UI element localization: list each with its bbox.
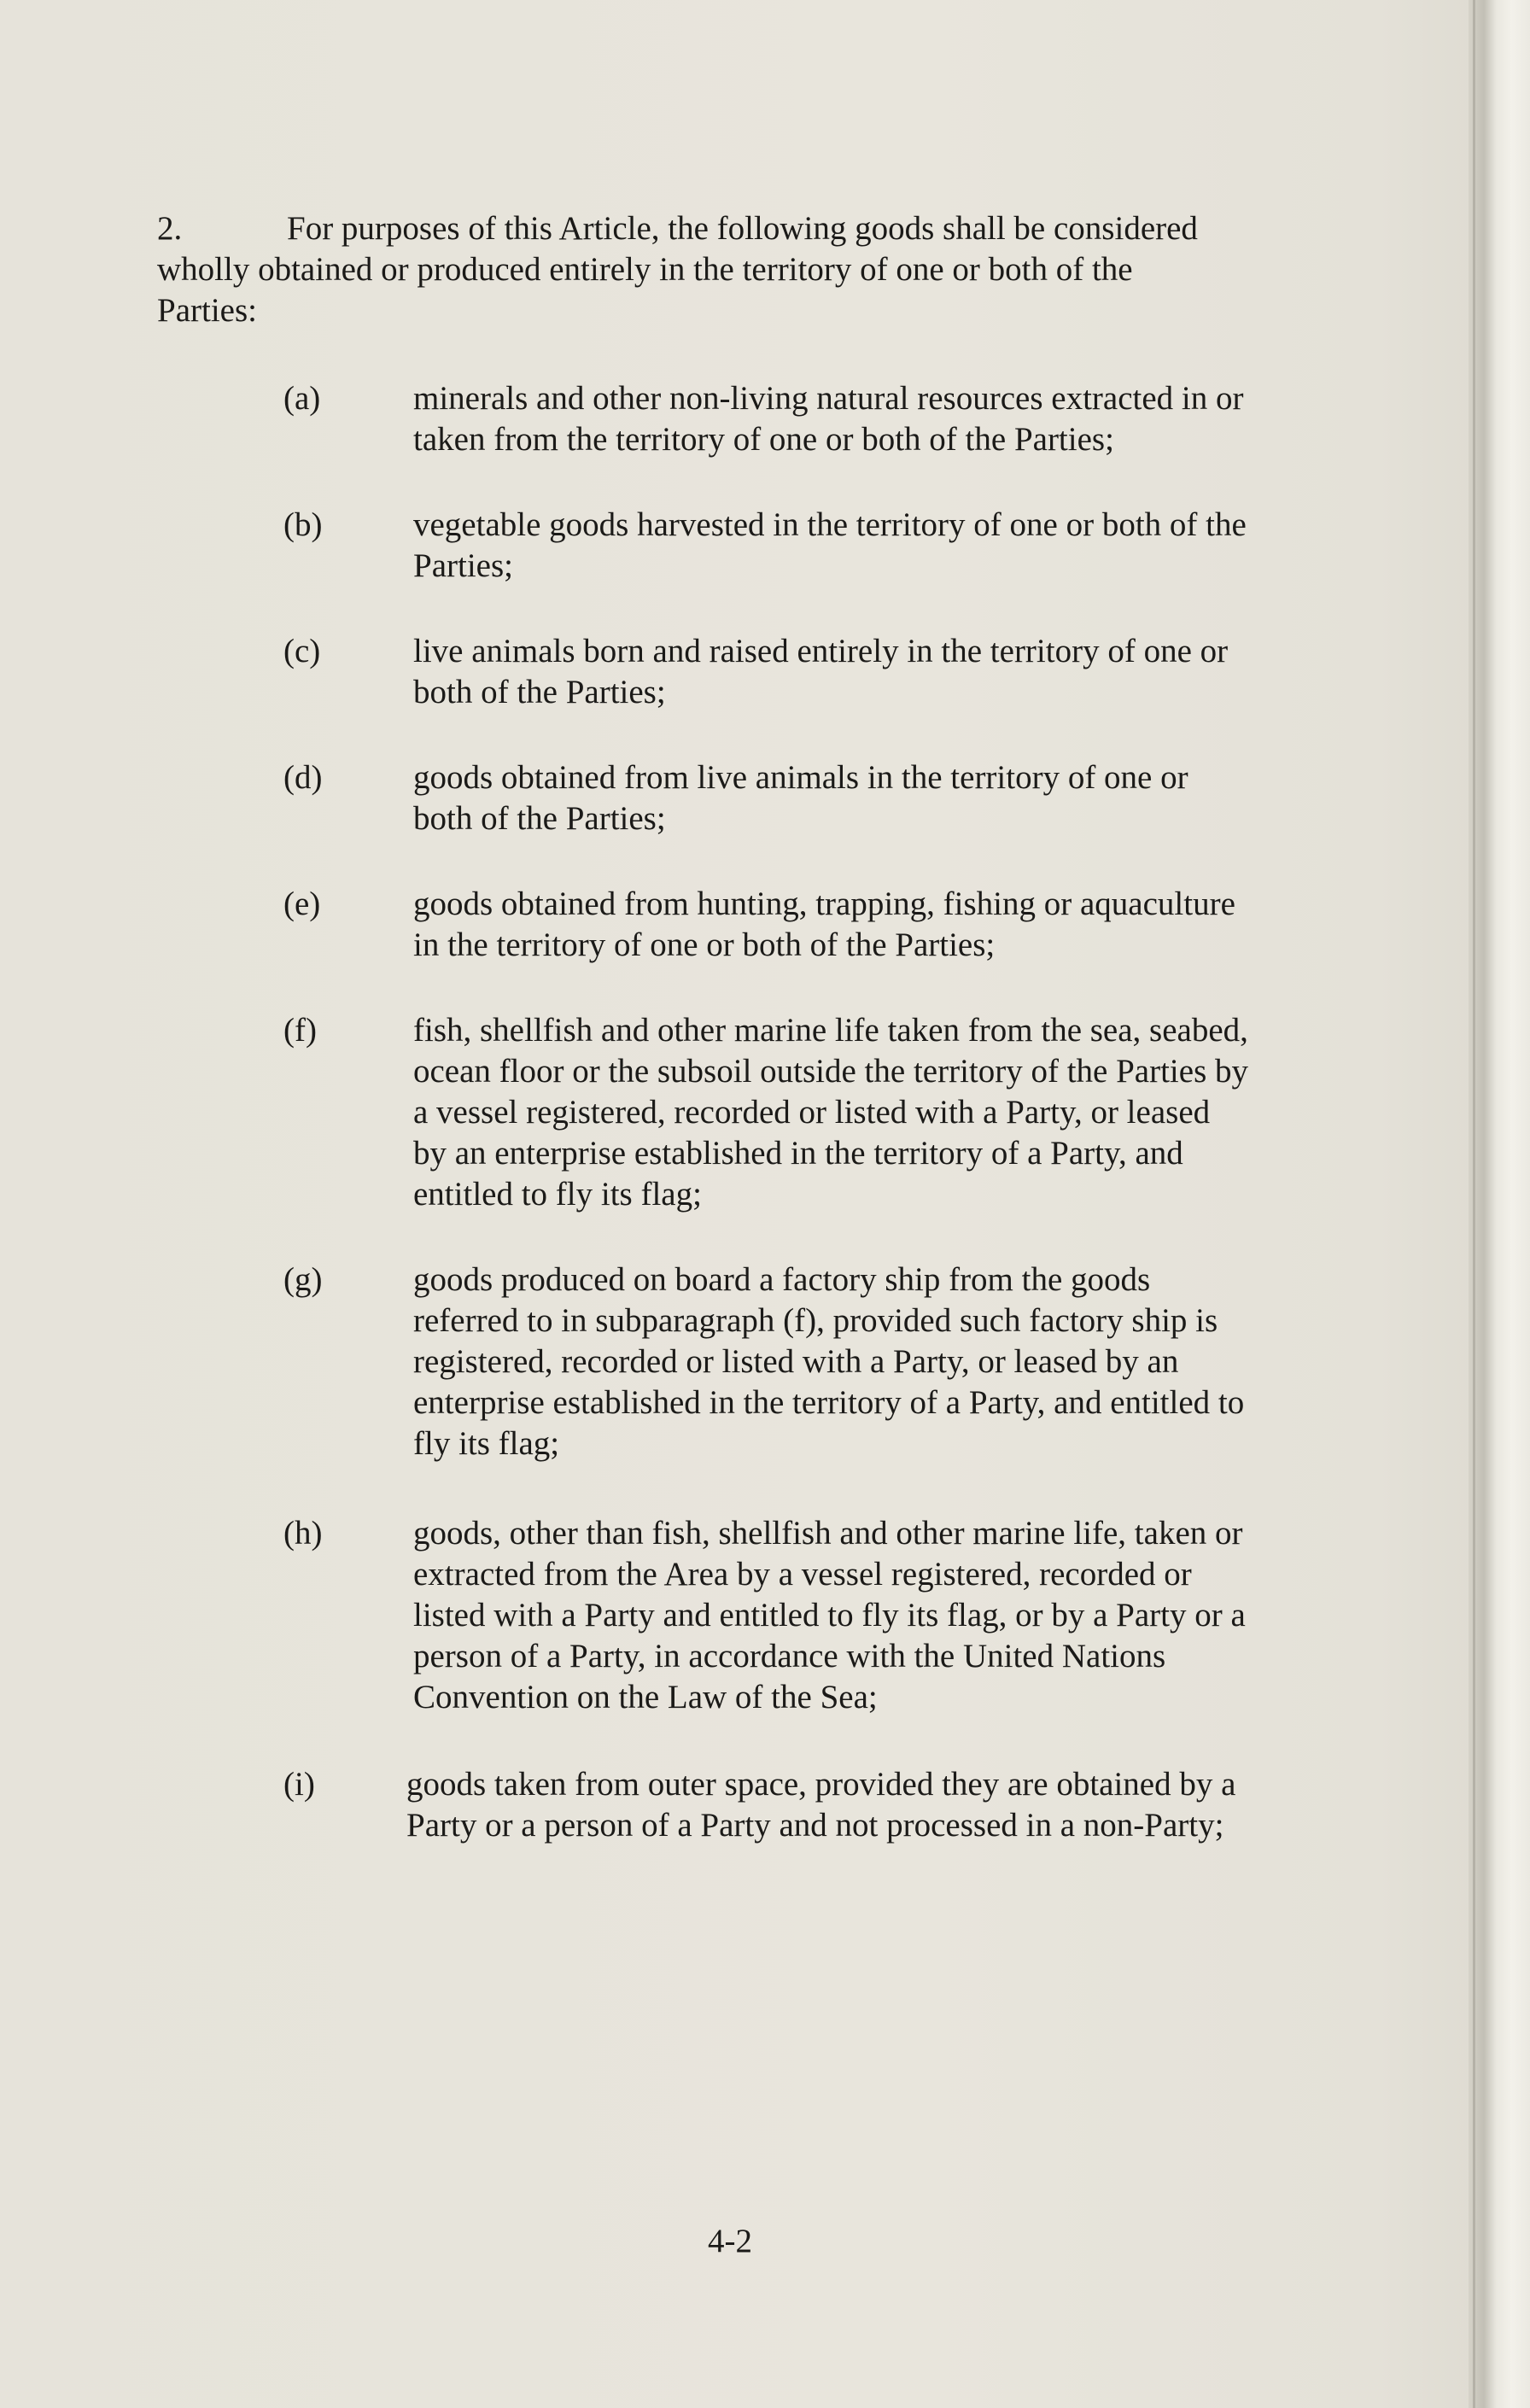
list-item-text <box>413 884 1352 966</box>
list-item-line: ocean floor or the subsoil outside the territory of the Parties by <box>413 1053 1249 1090</box>
list-item-line: both of the Parties; <box>413 800 666 837</box>
list-item-line: goods produced on board a factory ship from the goods <box>413 1261 1151 1298</box>
list-item-line: Party or a person of a Party and not processed in a non-Party; <box>406 1807 1224 1844</box>
list-item-label: (c) <box>283 633 321 669</box>
list-item-line: registered, recorded or listed with a Party, or leased by an <box>413 1343 1179 1380</box>
list-item-line: entitled to fly its flag; <box>413 1176 702 1213</box>
list-item-line: live animals born and raised entirely in the territory of one or <box>413 633 1229 669</box>
list-item-line: extracted from the Area by a vessel registered, recorded or <box>413 1556 1192 1593</box>
list-item-line: referred to in subparagraph (f), provided such factory ship is <box>413 1302 1218 1339</box>
intro-line-3: Parties: <box>157 292 257 329</box>
page-binding-line <box>1473 0 1475 2408</box>
list-item-label: (i) <box>283 1766 315 1803</box>
list-item-label: (d) <box>283 759 323 796</box>
list-item-line: fish, shellfish and other marine life taken from the sea, seabed, <box>413 1012 1248 1049</box>
list-item-line: listed with a Party and entitled to fly its flag, or by a Party or a <box>413 1597 1246 1634</box>
list-item-line: a vessel registered, recorded or listed with a Party, or leased <box>413 1094 1211 1131</box>
list-item-text <box>413 1010 1352 1215</box>
intro-paragraph <box>157 208 1318 331</box>
intro-text-first: For purposes of this Article, the following goods shall be considered <box>287 210 1198 247</box>
list-item-line: vegetable goods harvested in the territory of one or both of the <box>413 506 1247 543</box>
list-item-line: Parties; <box>413 547 513 584</box>
list-item-line: goods taken from outer space, provided they are obtained by a <box>406 1766 1236 1803</box>
list-item-line: goods obtained from hunting, trapping, fishing or aquaculture <box>413 885 1235 922</box>
list-item-line: goods obtained from live animals in the territory of one or <box>413 759 1188 796</box>
list-item-line: by an enterprise established in the territory of a Party, and <box>413 1135 1183 1172</box>
list-item-line: enterprise established in the territory of a Party, and entitled to <box>413 1384 1245 1421</box>
list-item-line: in the territory of one or both of the Parties; <box>413 926 996 963</box>
list-item-text <box>413 378 1352 460</box>
list-item-line: Convention on the Law of the Sea; <box>413 1679 878 1715</box>
list-item-label: (a) <box>283 380 321 417</box>
intro-line-2: wholly obtained or produced entirely in the territory of one or both of the <box>157 251 1133 288</box>
list-item-line: both of the Parties; <box>413 674 666 710</box>
list-item-label: (b) <box>283 506 323 543</box>
list-item-label: (e) <box>283 885 321 922</box>
page-number: 4-2 <box>708 2223 752 2259</box>
list-item-text <box>413 757 1352 839</box>
list-item-line: goods, other than fish, shellfish and other marine life, taken or <box>413 1515 1243 1552</box>
list-item-label: (f) <box>283 1012 317 1049</box>
list-item-text <box>413 1260 1352 1464</box>
list-item-line: taken from the territory of one or both of the Parties; <box>413 421 1114 458</box>
page-binding-edge <box>1469 0 1530 2408</box>
list-item-text <box>406 1764 1346 1846</box>
list-item-line: fly its flag; <box>413 1425 560 1462</box>
list-item-label: (h) <box>283 1515 323 1552</box>
list-item-label: (g) <box>283 1261 323 1298</box>
intro-paragraph-number: 2. <box>157 210 183 247</box>
intro-line-1 <box>157 208 1318 249</box>
list-item-text <box>413 631 1352 713</box>
list-item-line: person of a Party, in accordance with the United Nations <box>413 1638 1166 1674</box>
list-item-line: minerals and other non-living natural resources extracted in or <box>413 380 1244 417</box>
list-item-text <box>413 1513 1352 1718</box>
list-item-text <box>413 505 1352 587</box>
